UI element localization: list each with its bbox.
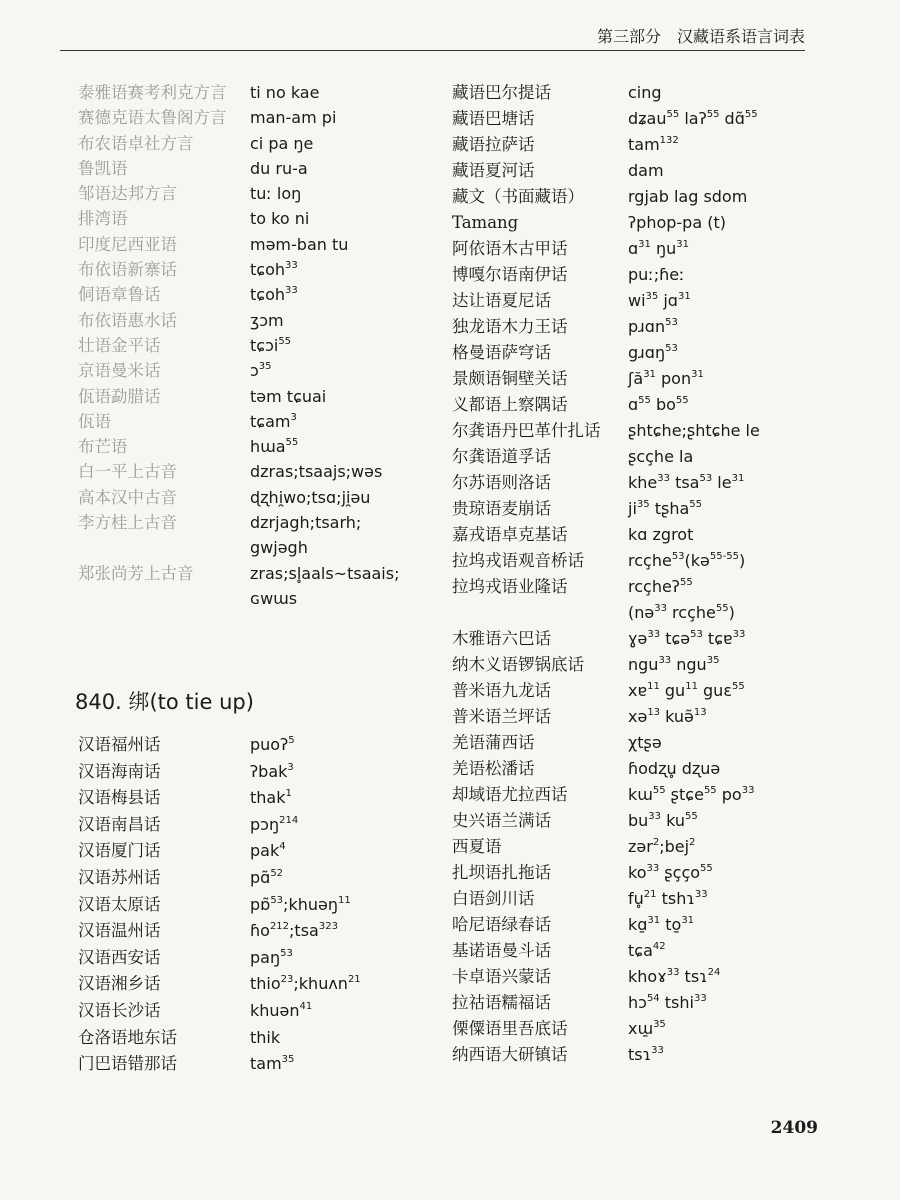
word-form: du ru-a (250, 158, 308, 178)
language-name: 藏语夏河话 (452, 161, 535, 180)
word-form: $wi^{35}$ jɑ$^{31}$ (628, 291, 691, 310)
list-item (452, 782, 832, 808)
list-item (78, 945, 448, 972)
word-form: ɣə$^{33}$ tɕə$^{53}$ tɕɐ$^{33}$ (628, 629, 746, 648)
list-item (78, 358, 448, 383)
list-item (452, 470, 832, 496)
word-form: təm tɕuai (250, 386, 327, 406)
word-form: ɦodʐu̥ dʐuə (628, 759, 721, 778)
language-name: 拉祜语糯福话 (452, 993, 551, 1012)
language-name: 印度尼西亚语 (78, 234, 177, 254)
list-item (452, 730, 832, 756)
word-form: zras;sl̥aals~tsaais; (250, 563, 400, 583)
list-item (452, 600, 832, 626)
list-item (78, 485, 448, 510)
word-form: ɖʐhi̯wo;tsɑ;ji̯ǝu (250, 487, 371, 507)
language-name: 赛德克语太鲁阁方言 (78, 108, 227, 128)
word-form: xɐ$^{11}$ $gu^{11}$ guɛ$^{55}$ (628, 681, 745, 700)
word-form: rcçhe$^{53}$(kə$^{55-55}$) (628, 551, 746, 570)
word-form: ɔ$^{35}$ (250, 361, 272, 381)
list-item (452, 158, 832, 184)
word-form: ʂcçhe la (628, 447, 694, 466)
language-name: 基诺语曼斗话 (452, 941, 551, 960)
list-item (452, 704, 832, 730)
list-item (452, 808, 832, 834)
language-name: 高本汉中古音 (78, 487, 177, 507)
language-name: 拉坞戎语观音桥话 (452, 551, 584, 570)
list-item (78, 1025, 448, 1052)
language-name: 佤语 (78, 411, 111, 431)
word-form: khe$^{33}$ tsa$^{53}$ $le^{31}$ (628, 473, 745, 492)
word-form: ʒɔm (250, 310, 284, 330)
list-item (78, 759, 448, 786)
list-item (452, 132, 832, 158)
language-name: 鲁凯语 (78, 158, 128, 178)
language-name: 汉语温州话 (78, 921, 161, 941)
word-form: pɹɑn$^{53}$ (628, 317, 678, 336)
language-name: 京语曼米话 (78, 361, 161, 381)
language-name: 景颇语铜壁关话 (452, 369, 568, 388)
list-item (452, 912, 832, 938)
list-item (78, 232, 448, 257)
header-title: 第三部分 汉藏语系语言词表 (596, 27, 805, 46)
word-form: tɕam$^3$ (250, 411, 297, 431)
list-item (78, 892, 448, 919)
list-item (78, 971, 448, 998)
list-item (452, 938, 832, 964)
language-name: 普米语九龙话 (452, 681, 551, 700)
language-name: 汉语福州话 (78, 735, 161, 754)
list-item (452, 106, 832, 132)
word-form: ɑ$^{31}$ $ŋu^{31}$ (628, 239, 689, 258)
word-form: dzrjagh;tsarh; (250, 513, 362, 533)
language-name: 布依语惠水话 (78, 310, 177, 330)
word-form: dzras;tsaajs;wəs (250, 462, 383, 482)
word-form: zər$^2$;bej$^2$ (628, 837, 696, 856)
word-form: gwjəgh (250, 538, 308, 558)
language-name: 纳木义语锣锅底话 (452, 655, 584, 674)
word-form: pak$^4$ (250, 841, 286, 861)
list-item (78, 812, 448, 839)
list-item (452, 652, 832, 678)
word-form: paŋ$^{53}$ (250, 947, 293, 967)
language-name: 壮语金平话 (78, 335, 161, 355)
list-item (78, 459, 448, 484)
language-name (452, 600, 628, 626)
entry-word: 绑(to tie up) (128, 690, 254, 714)
list-item (78, 865, 448, 892)
word-form: khoɤ$^{33}$ tsɿ$^{24}$ (628, 967, 721, 986)
word-form: thio$^{23}$;khuʌn$^{21}$ (250, 974, 361, 994)
left-column-top (78, 80, 448, 611)
word-form: (nə$^{33}$ rcçhe$^{55}$) (628, 603, 735, 622)
language-name: 侗语章鲁话 (78, 285, 161, 305)
word-form: thik (250, 1027, 281, 1047)
list-item (452, 678, 832, 704)
language-name: 尔龚语丹巴革什扎话 (452, 421, 601, 440)
list-item (452, 860, 832, 886)
word-form: ɦo$^{212}$;tsa$^{323}$ (250, 921, 338, 941)
list-item (78, 838, 448, 865)
word-form: to ko ni (250, 209, 310, 229)
word-form: məm-ban tu (250, 234, 349, 254)
word-form: tuː loŋ (250, 184, 302, 204)
list-item (452, 184, 832, 210)
list-item (78, 510, 448, 535)
list-item (78, 282, 448, 307)
word-form: hɯa$^{55}$ (250, 437, 299, 457)
word-form: dam (628, 161, 664, 180)
language-name: 门巴语错那话 (78, 1054, 177, 1074)
language-name: 汉语梅县话 (78, 788, 161, 808)
list-item (452, 262, 832, 288)
word-form: tɕoh$^{33}$ (250, 285, 298, 305)
list-item (452, 1042, 832, 1068)
list-item (78, 535, 448, 560)
word-form: ʃă$^{31}$ pon$^{31}$ (628, 369, 704, 388)
word-form: kɑ zgrot (628, 525, 694, 544)
language-name: 尔龚语道孚话 (452, 447, 551, 466)
word-form: pɒ̃$^{53}$;khuəŋ$^{11}$ (250, 894, 351, 914)
language-name: 尔苏语则洛话 (452, 473, 551, 492)
list-item (78, 131, 448, 156)
word-form: man-am pi (250, 108, 337, 128)
list-item (452, 574, 832, 600)
language-name: 布农语卓社方言 (78, 133, 194, 153)
language-name: 藏语拉萨话 (452, 135, 535, 154)
language-name: 义都语上察隅话 (452, 395, 568, 414)
language-name: 达让语夏尼话 (452, 291, 551, 310)
word-form: ʔbak$^3$ (250, 761, 294, 781)
list-item (452, 886, 832, 912)
list-item (452, 418, 832, 444)
list-item (78, 333, 448, 358)
list-item (452, 366, 832, 392)
list-item (78, 732, 448, 759)
list-item (452, 80, 832, 106)
running-header (60, 24, 805, 51)
word-form: khuən$^{41}$ (250, 1000, 313, 1020)
language-name: 汉语厦门话 (78, 841, 161, 861)
language-name: 布依语新寨话 (78, 260, 177, 280)
list-item (78, 156, 448, 181)
list-item (78, 384, 448, 409)
language-name: 邹语达邦方言 (78, 184, 177, 204)
language-name: 白语剑川话 (452, 889, 535, 908)
word-form: fu̥$^{21}$ tshɿ$^{33}$ (628, 889, 708, 908)
word-form: $ko^{33}$ ʂçço$^{55}$ (628, 863, 713, 882)
word-form: tɕa$^{42}$ (628, 941, 666, 960)
list-item (452, 392, 832, 418)
language-name: 格曼语萨穹话 (452, 343, 551, 362)
language-name: 布芒语 (78, 437, 128, 457)
language-name: 傈僳语里吾底话 (452, 1019, 568, 1038)
list-item (78, 257, 448, 282)
word-form: ti no kae (250, 83, 320, 102)
word-form: rgjab lag sdom (628, 187, 748, 206)
list-item (452, 834, 832, 860)
list-item (452, 210, 832, 236)
list-item (78, 105, 448, 130)
language-name: 泰雅语赛考利克方言 (78, 83, 227, 102)
language-name: 郑张尚芳上古音 (78, 563, 194, 583)
language-name: 扎坝语扎拖话 (452, 863, 551, 882)
list-item (78, 409, 448, 434)
language-name: 排湾语 (78, 209, 128, 229)
word-form: pɔŋ$^{214}$ (250, 814, 299, 834)
word-form: tsɿ$^{33}$ (628, 1045, 664, 1064)
entry-number: 840. (75, 690, 122, 714)
language-name: 藏语巴尔提话 (452, 83, 551, 102)
list-item (452, 288, 832, 314)
word-form: xə$^{13}$ kuə̃$^{13}$ (628, 707, 707, 726)
language-name: 纳西语大研镇话 (452, 1045, 568, 1064)
left-column-bottom (78, 732, 448, 1078)
language-name: 汉语长沙话 (78, 1000, 161, 1020)
language-name: 嘉戎语卓克基话 (452, 525, 568, 544)
word-form: dʑau$^{55}$ laʔ$^{55}$ dɑ̃$^{55}$ (628, 109, 758, 128)
language-name (78, 586, 250, 611)
word-form: tam$^{35}$ (250, 1054, 295, 1074)
word-form: hɔ$^{54}$ tshi$^{33}$ (628, 993, 707, 1012)
language-name: 汉语太原话 (78, 894, 161, 914)
word-form: ɑ$^{55}$ $bo^{55}$ (628, 395, 689, 414)
list-item (78, 80, 448, 105)
list-item (452, 964, 832, 990)
list-item (78, 1051, 448, 1078)
language-name: 羌语松潘话 (452, 759, 535, 778)
language-name: 汉语西安话 (78, 947, 161, 967)
word-form: tam$^{132}$ (628, 135, 679, 154)
language-name: 汉语海南话 (78, 761, 161, 781)
list-item (78, 918, 448, 945)
language-name: 卡卓语兴蒙话 (452, 967, 551, 986)
language-name: 汉语湘乡话 (78, 974, 161, 994)
word-form: rcçheʔ$^{55}$ (628, 577, 693, 596)
language-name: 普米语兰坪话 (452, 707, 551, 726)
language-name: 李方桂上古音 (78, 513, 177, 533)
list-item (78, 998, 448, 1025)
word-form: puː;ɦeː (628, 265, 685, 284)
word-form: kɯ$^{55}$ ʂtɕe$^{55}$ $po^{33}$ (628, 785, 755, 804)
word-form: ʔphop-pa (t) (628, 213, 726, 232)
right-column (452, 80, 832, 1068)
list-item (78, 561, 448, 586)
language-name: 木雅语六巴话 (452, 629, 551, 648)
entry-heading (75, 686, 254, 716)
list-item (452, 990, 832, 1016)
word-form: gɹɑŋ$^{53}$ (628, 343, 678, 362)
language-name: 藏语巴塘话 (452, 109, 535, 128)
language-name: 白一平上古音 (78, 462, 177, 482)
list-item (78, 785, 448, 812)
language-name: 拉坞戎语业隆话 (452, 577, 568, 596)
word-form: tɕɔi$^{55}$ (250, 335, 292, 355)
list-item (452, 548, 832, 574)
language-name: 羌语蒲西话 (452, 733, 535, 752)
word-form: tɕoh$^{33}$ (250, 260, 298, 280)
list-item (452, 626, 832, 652)
language-name: 史兴语兰满话 (452, 811, 551, 830)
word-form: $ji^{35}$ tʂha$^{55}$ (628, 499, 702, 518)
language-name: 佤语勐腊话 (78, 386, 161, 406)
word-form: cing (628, 83, 662, 102)
word-form: puoʔ$^5$ (250, 735, 295, 754)
list-item (452, 496, 832, 522)
list-item (452, 1016, 832, 1042)
list-item (78, 434, 448, 459)
word-form: ʂhtɕhe;ʂhtɕhe le (628, 421, 760, 440)
word-form: ci pa ŋe (250, 133, 314, 153)
language-name: 阿依语木古甲话 (452, 239, 568, 258)
list-item (78, 308, 448, 333)
list-item (452, 756, 832, 782)
word-form: kɑ̱$^{31}$ to̱$^{31}$ (628, 915, 695, 934)
list-item (452, 236, 832, 262)
list-item (452, 444, 832, 470)
page-number: 2409 (770, 1118, 818, 1138)
language-name: 却域语尤拉西话 (452, 785, 568, 804)
language-name: 哈尼语绿春话 (452, 915, 551, 934)
list-item (78, 206, 448, 231)
language-name: 独龙语木力王话 (452, 317, 568, 336)
language-name: 藏文（书面藏语） (452, 187, 584, 206)
word-form: pɑ̃$^{52}$ (250, 867, 284, 887)
language-name: 西夏语 (452, 837, 502, 856)
word-form: thak$^1$ (250, 788, 292, 808)
language-name: 博嘎尔语南伊话 (452, 265, 568, 284)
list-item (452, 314, 832, 340)
language-name: 仓洛语地东话 (78, 1027, 177, 1047)
word-form: ɢwɯs (250, 588, 298, 608)
word-form: $bu^{33}$ $ku^{55}$ (628, 811, 698, 830)
word-form: ngu$^{33}$ ngu$^{35}$ (628, 655, 720, 674)
language-name: 贵琼语麦崩话 (452, 499, 551, 518)
list-item (78, 181, 448, 206)
list-item (78, 586, 448, 611)
list-item (452, 340, 832, 366)
word-form: χtʂə (628, 733, 662, 752)
language-name: Tamang (452, 213, 519, 232)
language-name: 汉语南昌话 (78, 814, 161, 834)
language-name (78, 535, 250, 560)
list-item (452, 522, 832, 548)
word-form: xɯ̱$^{35}$ (628, 1019, 666, 1038)
language-name: 汉语苏州话 (78, 867, 161, 887)
